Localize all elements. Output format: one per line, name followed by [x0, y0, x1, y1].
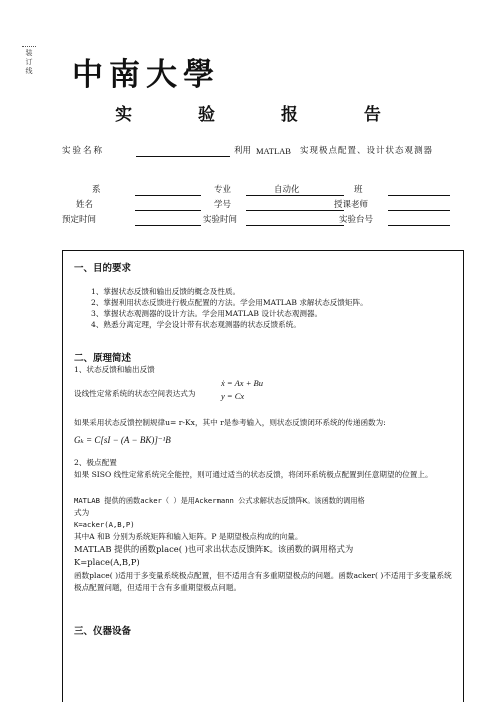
experiment-name-label: 实验名称	[62, 146, 105, 156]
experiment-name-line	[136, 145, 230, 157]
subheading-pole-placement: 2、极点配置	[74, 458, 117, 467]
place-description-line: MATLAB 提供的函数place( )也可求出状态反馈阵K。该函数的调用格式为	[74, 544, 354, 554]
dept-label: 系	[92, 185, 101, 195]
acker-description-line: MATLAB 提供的函数acker（ ）是用Ackermann 公式求解状态反馈阵K。该函数的调用格	[74, 496, 365, 505]
binding-dots	[22, 46, 36, 47]
objective-item: 3、掌握状态观测器的设计方法。学会用MATLAB 设计状态观测器。	[91, 309, 323, 318]
desk-number-label: 实验台号	[339, 215, 374, 225]
binding-margin	[22, 46, 36, 76]
class-label: 班	[354, 185, 363, 195]
objective-item: 4、熟悉分离定理，学会设计带有状态观测器的状态反馈系统。	[91, 320, 301, 329]
feedback-law-text: 如果采用状态反馈控制规律u= r-Kx，其中 r是参考输入，则状态反馈闭环系统的传递函数为:	[74, 418, 386, 427]
major-label: 专业	[214, 185, 232, 195]
acker-description-line: 式为	[74, 508, 90, 517]
teacher-line	[388, 199, 450, 211]
objective-item: 1、掌握状态反馈和输出反馈的概念及性质。	[91, 287, 241, 296]
teacher-label: 授课老师	[334, 200, 369, 210]
student-info-grid	[62, 184, 464, 234]
name-line	[135, 199, 201, 211]
state-space-intro: 设线性定常系统的状态空间表达式为	[74, 389, 196, 398]
class-line	[388, 184, 450, 196]
student-id-line	[246, 199, 344, 211]
acker-call-syntax: K=acker(A,B,P)	[74, 520, 135, 529]
binding-char: 装	[25, 49, 33, 57]
planned-time-line	[135, 214, 201, 226]
experiment-name-matlab: MATLAB	[256, 146, 291, 156]
planned-time-label: 预定时间	[62, 215, 97, 225]
output-equation: y = Cx	[221, 391, 245, 401]
section-heading-objectives: 一、目的要求	[74, 263, 132, 274]
name-label: 姓名	[76, 200, 94, 210]
experiment-name-suffix: 实现极点配置、设计状态观测器	[300, 146, 434, 156]
section-heading-principles: 二、原理简述	[74, 353, 132, 364]
objective-item: 2、掌握利用状态反馈进行极点配置的方法。学会用MATLAB 求解状态反馈矩阵。	[91, 298, 368, 307]
report-content-box	[62, 250, 464, 702]
student-id-label: 学号	[214, 200, 232, 210]
major-value: 自动化	[274, 185, 300, 195]
subheading-state-feedback: 1、状态反馈和输出反馈	[74, 365, 155, 374]
binding-char: 订	[25, 58, 33, 66]
desk-number-line	[388, 214, 450, 226]
dept-line	[135, 184, 201, 196]
binding-char: 线	[25, 67, 33, 75]
experiment-time-label: 实验时间	[203, 215, 238, 225]
acker-parameter-description: 其中A 和B 分别为系统矩阵和输入矩阵。P 是期望极点构成的向量。	[74, 532, 303, 541]
place-call-syntax: K=place(A,B,P)	[74, 557, 140, 567]
state-equation: ẋ = Ax + Bu	[221, 378, 263, 388]
place-vs-acker-paragraph: 函数place( )适用于多变量系统极点配置，但不适用含有多重期望极点的问题。函数acker( )不适用于多变量系统极点配置问题，但适用于含有多重期望极点问题。	[74, 571, 452, 592]
experiment-time-line	[246, 214, 344, 226]
closed-loop-transfer-function: Gₖ = C[sI − (A − BK)]⁻¹B	[74, 435, 171, 445]
experiment-name-prefix: 利用	[234, 146, 252, 156]
university-logo: 中南大學	[72, 57, 220, 93]
siso-controllable-paragraph: 如果 SISO 线性定常系统完全能控，则可通过适当的状态反馈，将闭环系统极点配置到任意期望的位置上。	[74, 470, 433, 479]
section-heading-equipment: 三、仪器设备	[74, 626, 132, 637]
report-title: 实 验 报 告	[115, 105, 411, 125]
